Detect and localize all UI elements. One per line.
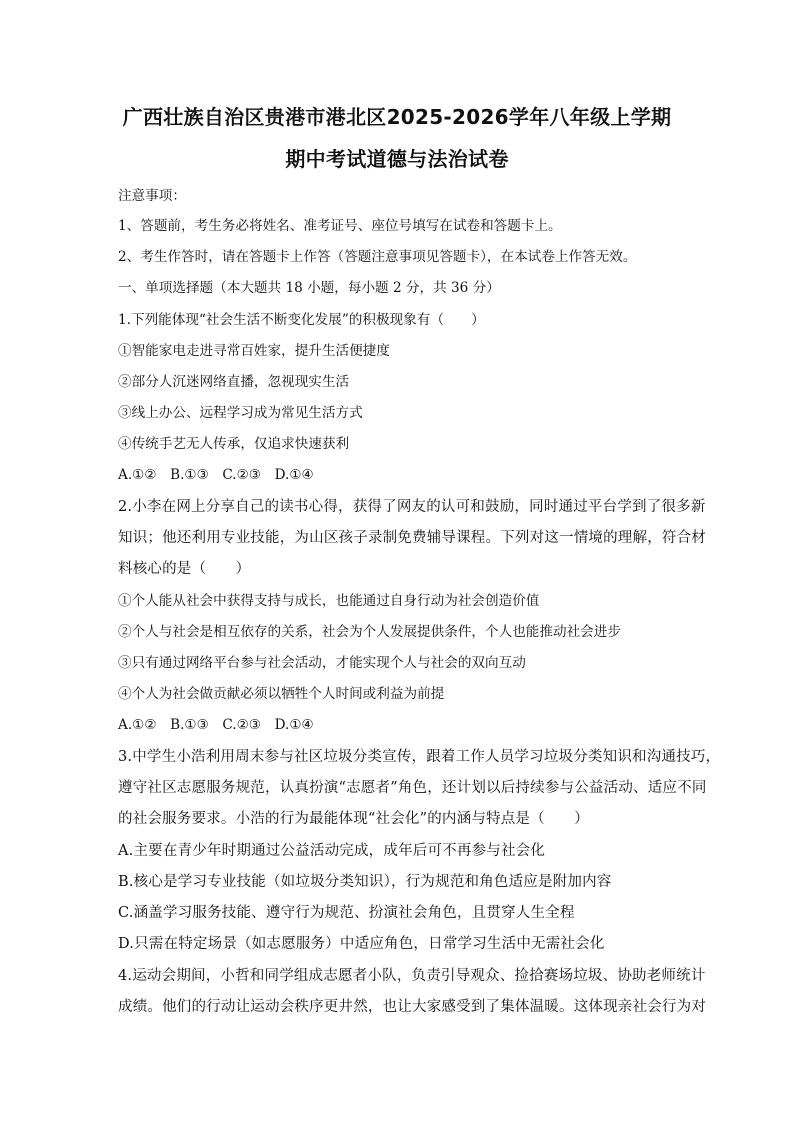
q4-stem-line-2: 成绩。他们的行动让运动会秩序更井然，也让大家感受到了集体温暖。这体现亲社会行为对 (118, 999, 706, 1015)
q2-answer-choices: A.①② B.①③ C.②③ D.①④ (118, 717, 314, 733)
q2-statement-2: ②个人与社会是相互依存的关系，社会为个人发展提供条件，个人也能推动社会进步 (118, 624, 621, 640)
notice-item-1: 1、答题前，考生务必将姓名、准考证号、座位号填写在试卷和答题卡上。 (118, 218, 562, 234)
exam-title-line-1: 广西壮族自治区贵港市港北区2025-2026学年八年级上学期 (122, 105, 672, 129)
q1-statement-2: ②部分人沉迷网络直播，忽视现实生活 (118, 374, 350, 390)
q3-option-a: A.主要在青少年时期通过公益活动完成，成年后可不再参与社会化 (118, 843, 546, 859)
section-heading-single-choice: 一、单项选择题（本大题共 18 小题，每小题 2 分，共 36 分） (118, 280, 500, 296)
q2-stem-line-2: 知识；他还利用专业技能，为山区孩子录制免费辅导课程。下列对这一情境的理解，符合材 (118, 530, 706, 546)
q1-stem: 1.下列能体现“社会生活不断变化发展”的积极现象有（ ） (118, 312, 485, 328)
notice-header: 注意事项： (118, 188, 186, 204)
q4-stem-line-1: 4.运动会期间，小哲和同学组成志愿者小队，负责引导观众、捡拾赛场垃圾、协助老师统计 (118, 968, 706, 984)
q2-stem-line-1: 2.小李在网上分享自己的读书心得，获得了网友的认可和鼓励，同时通过平台学到了很多新 (118, 499, 706, 515)
q3-stem-line-2: 遵守社区志愿服务规范，认真扮演“志愿者”角色，还计划以后持续参与公益活动、适应不同 (118, 780, 707, 796)
q2-statement-3: ③只有通过网络平台参与社会活动，才能实现个人与社会的双向互动 (118, 655, 526, 671)
exam-title-line-2: 期中考试道德与法治试卷 (285, 147, 509, 171)
q1-statement-3: ③线上办公、远程学习成为常见生活方式 (118, 405, 363, 421)
q2-stem-line-3: 料核心的是（ ） (118, 561, 251, 577)
q2-statement-4: ④个人为社会做贡献必须以牺牲个人时间或利益为前提 (118, 686, 445, 702)
q2-statement-1: ①个人能从社会中获得支持与成长，也能通过自身行动为社会创造价值 (118, 593, 540, 609)
q3-stem-line-3: 的社会服务要求。小浩的行为最能体现“社会化”的内涵与特点是（ ） (118, 811, 589, 827)
q1-statement-4: ④传统手艺无人传承，仅追求快速获利 (118, 436, 350, 452)
q1-answer-choices: A.①② B.①③ C.②③ D.①④ (118, 467, 314, 483)
q3-option-c: C.涵盖学习服务技能、遵守行为规范、扮演社会角色，且贯穿人生全程 (118, 905, 575, 921)
q1-statement-1: ①智能家电走进寻常百姓家，提升生活便捷度 (118, 343, 390, 359)
q3-option-b: B.核心是学习专业技能（如垃圾分类知识），行为规范和角色适应是附加内容 (118, 874, 612, 890)
q3-stem-line-1: 3.中学生小浩利用周末参与社区垃圾分类宣传，跟着工作人员学习垃圾分类知识和沟通技巧， (118, 749, 721, 765)
notice-item-2: 2、考生作答时，请在答题卡上作答（答题注意事项见答题卡），在本试卷上作答无效。 (118, 249, 637, 265)
q3-option-d: D.只需在特定场景（如志愿服务）中适应角色，日常学习生活中无需社会化 (118, 936, 605, 952)
